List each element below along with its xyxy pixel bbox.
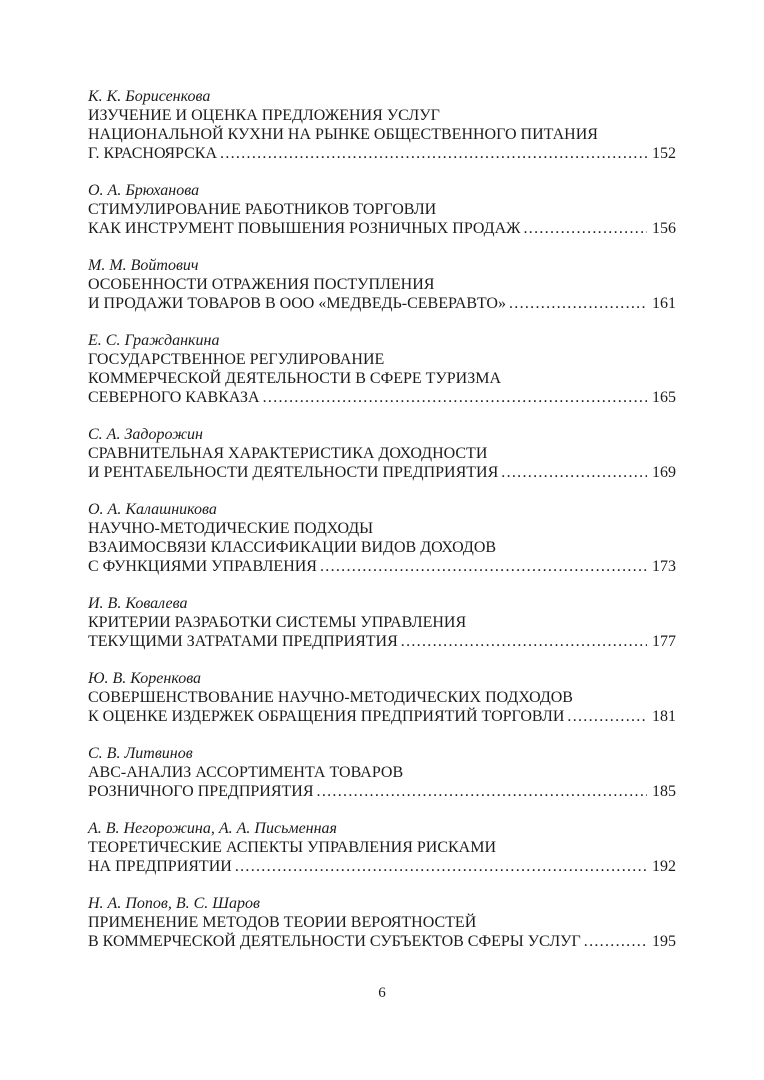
toc-entry-title-last-line: [88, 388, 676, 407]
toc-entry-title-text: КАК ИНСТРУМЕНТ ПОВЫШЕНИЯ РОЗНИЧНЫХ ПРОДАЖ: [88, 220, 521, 237]
toc-entry-page-number: 177: [652, 633, 676, 650]
table-of-contents: [88, 87, 676, 969]
toc-entry-title-line: КОММЕРЧЕСКОЙ ДЕЯТЕЛЬНОСТИ В СФЕРЕ ТУРИЗМА: [88, 370, 501, 387]
toc-entry-title-line: ВЗАИМОСВЯЗИ КЛАССИФИКАЦИИ ВИДОВ ДОХОДОВ: [88, 539, 497, 556]
toc-entry-title-line: ПРИМЕНЕНИЕ МЕТОДОВ ТЕОРИИ ВЕРОЯТНОСТЕЙ: [88, 914, 477, 931]
dot-leader: [523, 219, 647, 238]
toc-entry-title-line: ОСОБЕННОСТИ ОТРАЖЕНИЯ ПОСТУПЛЕНИЯ: [88, 276, 435, 293]
toc-entry-page-number: 165: [652, 389, 676, 406]
toc-entry-title-text: СЕВЕРНОГО КАВКАЗА: [88, 389, 260, 406]
toc-entry: [88, 819, 676, 876]
toc-entry-title-text: И РЕНТАБЕЛЬНОСТИ ДЕЯТЕЛЬНОСТИ ПРЕДПРИЯТИЯ: [88, 464, 499, 481]
toc-entry-title-line: НАЦИОНАЛЬНОЙ КУХНИ НА РЫНКЕ ОБЩЕСТВЕННОГО ПИТАНИЯ: [88, 126, 598, 143]
toc-entry-title-text: НА ПРЕДПРИЯТИИ: [88, 858, 232, 875]
dot-leader: [501, 463, 647, 482]
toc-entry-title-text: С ФУНКЦИЯМИ УПРАВЛЕНИЯ: [88, 558, 317, 575]
toc-entry-title-line: ТЕОРЕТИЧЕСКИЕ АСПЕКТЫ УПРАВЛЕНИЯ РИСКАМИ: [88, 839, 496, 856]
toc-entry-title-text: К ОЦЕНКЕ ИЗДЕРЖЕК ОБРАЩЕНИЯ ПРЕДПРИЯТИЙ ТОРГОВЛИ: [88, 708, 565, 725]
toc-entry: [88, 425, 676, 482]
toc-entry-title-line: КРИТЕРИИ РАЗРАБОТКИ СИСТЕМЫ УПРАВЛЕНИЯ: [88, 614, 467, 631]
toc-entry-title-last-line: [88, 463, 676, 482]
toc-entry-title-last-line: [88, 857, 676, 876]
toc-entry-page-number: 156: [652, 220, 676, 237]
toc-entry-authors: С. В. Литвинов: [88, 745, 193, 762]
toc-entry: [88, 894, 676, 951]
toc-entry-title-last-line: [88, 294, 676, 313]
dot-leader: [317, 782, 647, 801]
dot-leader: [263, 388, 647, 407]
toc-entry: [88, 181, 676, 238]
toc-entry-title-last-line: [88, 219, 676, 238]
toc-entry: [88, 87, 676, 163]
toc-entry-title-last-line: [88, 144, 676, 163]
toc-entry-title-last-line: [88, 782, 676, 801]
toc-entry-authors: Е. С. Гражданкина: [88, 332, 220, 349]
dot-leader: [235, 857, 647, 876]
toc-entry-title-text: РОЗНИЧНОГО ПРЕДПРИЯТИЯ: [88, 783, 314, 800]
toc-entry-page-number: 161: [652, 295, 676, 312]
toc-entry-title-line: СРАВНИТЕЛЬНАЯ ХАРАКТЕРИСТИКА ДОХОДНОСТИ: [88, 445, 488, 462]
toc-entry-title-last-line: [88, 932, 676, 951]
toc-entry: [88, 331, 676, 407]
toc-entry-authors: С. А. Задорожин: [88, 426, 203, 443]
toc-entry-authors: И. В. Ковалева: [88, 595, 188, 612]
toc-entry-title-last-line: [88, 707, 676, 726]
page-number: 6: [378, 985, 386, 1001]
toc-entry-title-line: АВС-АНАЛИЗ АССОРТИМЕНТА ТОВАРОВ: [88, 764, 404, 781]
toc-entry-authors: Н. А. Попов, В. С. Шаров: [88, 895, 260, 912]
toc-entry: [88, 744, 676, 801]
toc-entry: [88, 500, 676, 576]
dot-leader: [220, 144, 647, 163]
dot-leader: [401, 632, 647, 651]
toc-entry-authors: А. В. Негорожина, А. А. Письменная: [88, 820, 337, 837]
toc-entry-authors: К. К. Борисенкова: [88, 88, 211, 105]
toc-entry-page-number: 185: [652, 783, 676, 800]
toc-entry-title-line: ИЗУЧЕНИЕ И ОЦЕНКА ПРЕДЛОЖЕНИЯ УСЛУГ: [88, 107, 440, 124]
toc-entry-page-number: 173: [652, 558, 676, 575]
toc-entry-page-number: 181: [652, 708, 676, 725]
toc-entry: [88, 669, 676, 726]
toc-entry-title-line: НАУЧНО-МЕТОДИЧЕСКИЕ ПОДХОДЫ: [88, 520, 374, 537]
dot-leader: [584, 932, 647, 951]
toc-entry-title-line: СОВЕРШЕНСТВОВАНИЕ НАУЧНО-МЕТОДИЧЕСКИХ ПОДХОДОВ: [88, 689, 573, 706]
toc-entry: [88, 256, 676, 313]
toc-entry-title-text: ТЕКУЩИМИ ЗАТРАТАМИ ПРЕДПРИЯТИЯ: [88, 633, 398, 650]
toc-entry-title-last-line: [88, 557, 676, 576]
toc-entry-authors: О. А. Калашникова: [88, 501, 217, 518]
toc-entry: [88, 594, 676, 651]
toc-entry-authors: Ю. В. Коренкова: [88, 670, 202, 687]
toc-entry-page-number: 152: [652, 145, 676, 162]
dot-leader: [567, 707, 647, 726]
toc-entry-title-line: СТИМУЛИРОВАНИЕ РАБОТНИКОВ ТОРГОВЛИ: [88, 201, 437, 218]
toc-entry-authors: О. А. Брюханова: [88, 182, 200, 199]
toc-entry-title-text: И ПРОДАЖИ ТОВАРОВ В ООО «МЕДВЕДЬ-СЕВЕРАВТО»: [88, 295, 506, 312]
toc-entry-page-number: 195: [652, 933, 676, 950]
toc-entry-title-text: Г. КРАСНОЯРСКА: [88, 145, 218, 162]
toc-entry-page-number: 169: [652, 464, 676, 481]
toc-entry-title-last-line: [88, 632, 676, 651]
toc-entry-authors: М. М. Войтович: [88, 257, 199, 274]
dot-leader: [509, 294, 647, 313]
dot-leader: [320, 557, 647, 576]
toc-entry-page-number: 192: [652, 858, 676, 875]
toc-entry-title-text: В КОММЕРЧЕСКОЙ ДЕЯТЕЛЬНОСТИ СУБЪЕКТОВ СФЕРЫ УСЛУГ: [88, 933, 581, 950]
toc-entry-title-line: ГОСУДАРСТВЕННОЕ РЕГУЛИРОВАНИЕ: [88, 351, 385, 368]
